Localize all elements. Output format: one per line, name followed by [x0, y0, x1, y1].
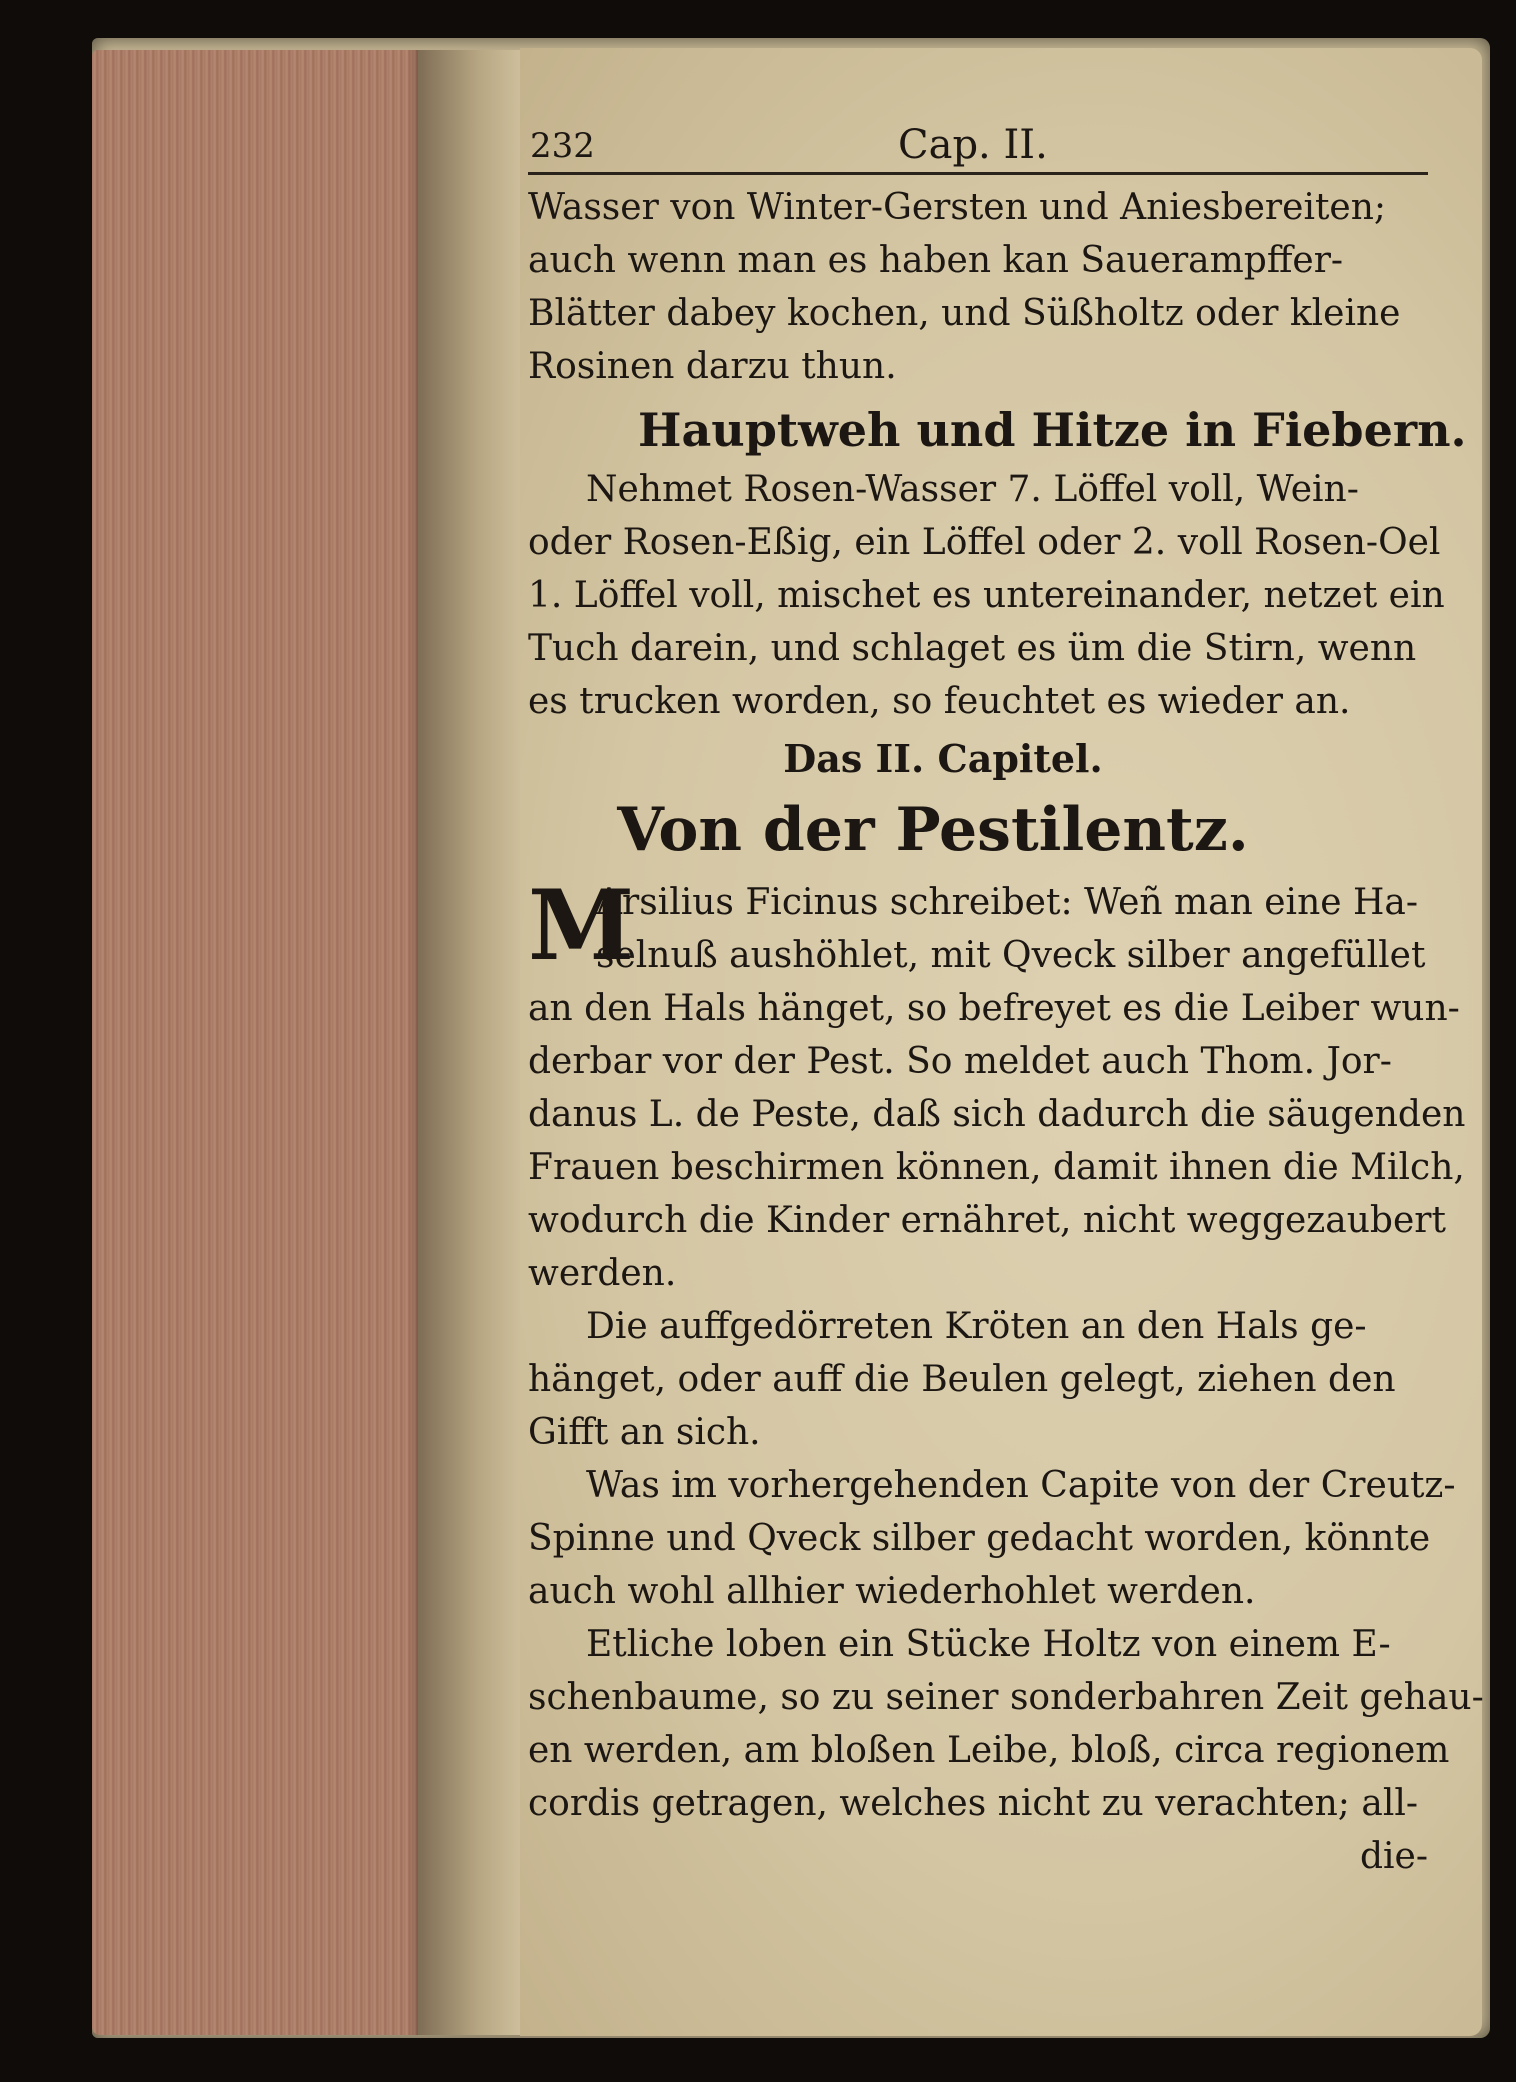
drop-initial: M: [528, 869, 635, 982]
text-line: selnuß aushöhlet, mit Qveck silber angefüllet: [596, 935, 1426, 976]
text-line: Tuch darein, und schlaget es üm die Stirn, wenn: [528, 628, 1417, 669]
text-line: Arsilius Ficinus schreibet: Weñ man eine Ha-: [596, 882, 1419, 923]
text-line: Gifft an sich.: [528, 1412, 761, 1453]
chapter-title: Von der Pestilentz.: [617, 795, 1249, 865]
catch-word: die-: [1359, 1836, 1428, 1877]
page-header: [528, 120, 1428, 175]
text-line: Etliche loben ein Stücke Holtz von einem E-: [586, 1624, 1391, 1665]
text-line: en werden, am bloßen Leibe, bloß, circa regionem: [528, 1730, 1450, 1771]
paragraph: [528, 1618, 1484, 1830]
text-line: Spinne und Qveck silber gedacht worden, könnte: [528, 1518, 1431, 1559]
text-line: an den Hals hänget, so befreyet es die Leiber wun-: [528, 988, 1460, 1029]
paragraph: [528, 463, 1448, 728]
text-line: Was im vorhergehenden Capite von der Creutz-: [586, 1465, 1456, 1506]
text-line: danus L. de Peste, daß sich dadurch die säugenden: [528, 1094, 1466, 1135]
text-line: auch wohl allhier wiederhohlet werden.: [528, 1571, 1256, 1612]
paragraph: [528, 1300, 1448, 1459]
page-number: 232: [530, 126, 595, 166]
text-line: schenbaume, so zu seiner sonderbahren Zeit gehau-: [528, 1677, 1484, 1718]
chapter-label: Das II. Capitel.: [783, 736, 1103, 781]
paragraph: [528, 1459, 1456, 1618]
paragraph: [528, 181, 1448, 393]
text-line: 1. Löffel voll, mischet es untereinander, netzet ein: [528, 575, 1445, 616]
text-line: hänget, oder auff die Beulen gelegt, ziehen den: [528, 1359, 1396, 1400]
text-line: Wasser von Winter-Gersten und Aniesbereiten;: [528, 187, 1387, 228]
text-line: Die auffgedörreten Kröten an den Hals ge-: [586, 1306, 1367, 1347]
text-line: werden.: [528, 1253, 677, 1294]
text-line: wodurch die Kinder ernähret, nicht weggezaubert: [528, 1200, 1446, 1241]
gutter: [418, 50, 528, 2035]
text-line: cordis getragen, welches nicht zu verachten; all-: [528, 1783, 1419, 1824]
text-line: oder Rosen-Eßig, ein Löffel oder 2. voll Rosen-Oel: [528, 522, 1441, 563]
text-line: Blätter dabey kochen, und Süßholtz oder kleine: [528, 293, 1401, 334]
text-line: auch wenn man es haben kan Sauerampffer-: [528, 240, 1344, 281]
page-edges: [92, 50, 422, 2035]
text-line: Nehmet Rosen-Wasser 7. Löffel voll, Wein-: [586, 469, 1359, 510]
text-line: Frauen beschirmen können, damit ihnen die Milch,: [528, 1147, 1465, 1188]
running-head: Cap. II.: [898, 122, 1048, 168]
text-line: derbar vor der Pest. So meldet auch Thom. Jor-: [528, 1041, 1392, 1082]
text-line: Rosinen darzu thun.: [528, 346, 897, 387]
paragraph: [528, 869, 1466, 1300]
section-heading: Hauptweh und Hitze in Fiebern.: [638, 403, 1467, 457]
page-text: [528, 120, 1484, 1883]
text-line: es trucken worden, so feuchtet es wieder an.: [528, 681, 1351, 722]
